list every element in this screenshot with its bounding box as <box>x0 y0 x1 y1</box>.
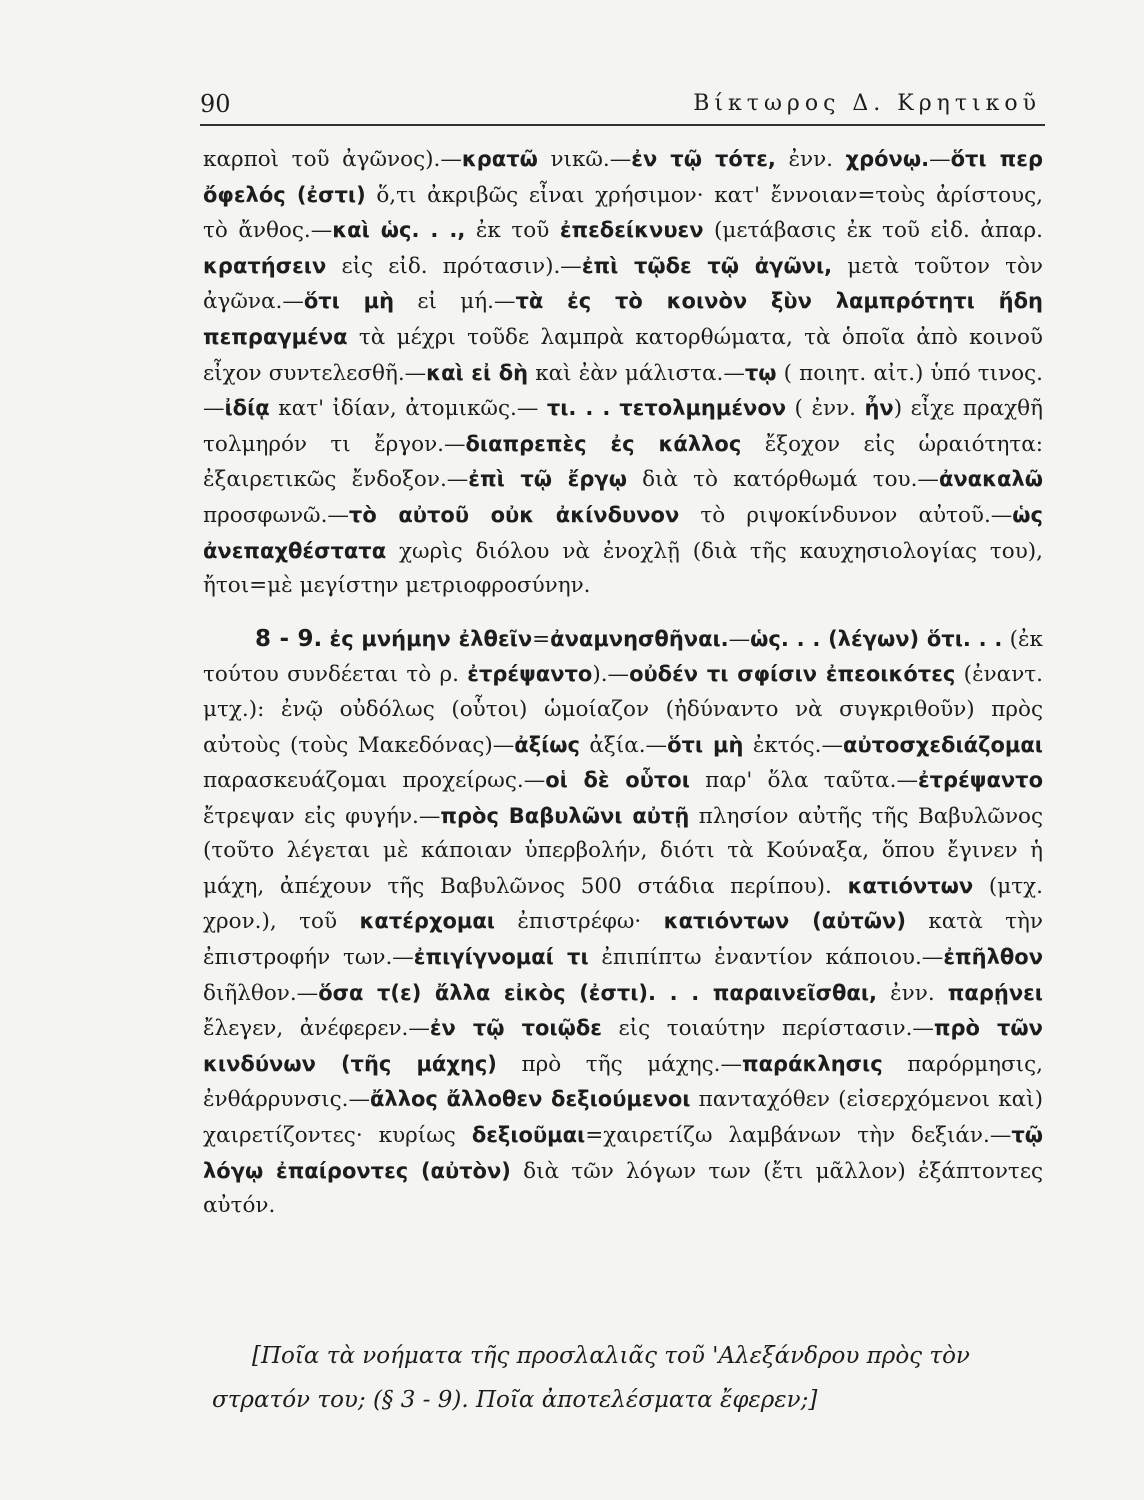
lemma-term: ἐπεδείκνυεν <box>559 218 704 243</box>
gloss-text: ἔλεγεν, ἀνέφερεν.— <box>203 1016 430 1042</box>
lemma-term: τῳ <box>744 360 777 385</box>
gloss-text: εἰς τοιαύτην περίστασιν.— <box>601 1016 934 1042</box>
lemma-term: αὐτοσχεδιάζομαι <box>843 732 1043 757</box>
lemma-term: κρατῶ <box>461 147 538 171</box>
lemma-term: κρατήσειν <box>203 253 327 278</box>
gloss-text: νικῶ.— <box>537 147 632 172</box>
gloss-text: — <box>728 626 751 652</box>
gloss-text: — <box>929 147 951 172</box>
lemma-term: ὡς. . . (λέγων) ὅτι. . . <box>750 626 1003 651</box>
gloss-text: ἐκ τοῦ <box>465 218 560 244</box>
gloss-text: τὰ μέχρι τοῦδε λαμπρὰ κατορθώματα, τὰ ὁποῖα ἀπὸ κοινοῦ εἶχον συντελεσθῆ.— <box>203 324 1043 386</box>
gloss-text: ἐπιστρέφω· <box>494 909 664 935</box>
lemma-term: ἀναμνησθῆναι. <box>550 626 729 651</box>
gloss-text: = <box>532 626 551 652</box>
lemma-term: ἐτρέψαντο <box>917 768 1044 793</box>
lemma-term: ἐπὶ τῷδε τῷ ἀγῶνι, <box>581 253 833 278</box>
lemma-term: χρόνῳ. <box>845 147 930 171</box>
gloss-text: καρποὶ τοῦ ἀγῶνος).— <box>203 147 462 172</box>
lemma-term: ἐπιγίγνομαί τι <box>413 945 589 970</box>
gloss-text: παρ' ὅλα ταῦτα.— <box>689 768 918 794</box>
lemma-term: ἐτρέψαντο <box>467 662 593 687</box>
lemma-term: ὡς ἀνεπαχθέστατα <box>203 502 1043 563</box>
gloss-text: εἰ μή.— <box>394 289 516 315</box>
lemma-term: πρὸ τῶν κινδύνων (τῆς μάχης) <box>203 1016 1043 1076</box>
lemma-term: καὶ ὡς. . ., <box>332 218 466 243</box>
gloss-text: ).— <box>592 662 630 688</box>
gloss-text: κατὰ τὴν ἐπιστροφήν των.— <box>203 909 1043 971</box>
gloss-text: παρόρμησις, ἐνθάρρυνσις.— <box>203 1051 1043 1113</box>
gloss-text: (ἐναντ. μτχ.): ἐνῷ οὐδόλως (οὗτοι) ὡμοίαζον (ἠδύναντο νὰ συγκριθοῦν) πρὸς αὐτοὺς (τοὺς Μακεδόνας)— <box>203 662 1043 758</box>
gloss-text: ἔτρεψαν εἰς φυγήν.— <box>203 803 441 829</box>
gloss-text: ( ποιητ. αἰτ.) ὑπό τινος.— <box>203 360 1043 422</box>
commentary-body <box>203 142 1043 1224</box>
gloss-text: πλησίον αὐτῆς τῆς Βαβυλῶνος (τοῦτο λέγεται μὲ κάποιαν ὑπερβολήν, διότι τὰ Κούναξα, ὅπου ἔγινεν ἡ μάχη, ἀπέχουν τῆς Βαβυλῶνος 500 στάδια περίπου). <box>203 803 1044 899</box>
lemma-term: ἐς μνήμην ἐλθεῖν <box>329 626 533 651</box>
lemma-term: καὶ εἰ δὴ <box>426 360 529 385</box>
lemma-term: ἐν τῷ τότε, <box>631 147 776 171</box>
gloss-text: μετὰ τοῦτον τὸν ἀγῶνα.— <box>203 253 1043 315</box>
gloss-text: ἐνν. <box>877 980 948 1006</box>
gloss-text: ὅ,τι ἀκριβῶς εἶναι χρήσιμον· κατ' ἔννοιαν=τοὺς ἀρίστους, τὸ ἄνθος.— <box>203 182 1044 244</box>
gloss-text: (μτχ. χρον.), τοῦ <box>203 873 1043 935</box>
lemma-term: οἱ δὲ οὗτοι <box>545 768 690 793</box>
lemma-term: κατιόντων <box>847 873 974 898</box>
page-header <box>200 72 1045 126</box>
lemma-term: τὸ αὐτοῦ οὐκ ἀκίνδυνον <box>348 502 680 527</box>
commentary-paragraph-2 <box>203 622 1043 1224</box>
lemma-term: ἀνακαλῶ <box>938 467 1043 492</box>
gloss-text: ἐνν. <box>775 147 846 172</box>
gloss-text: προσφωνῶ.— <box>203 502 349 528</box>
gloss-text: =χαιρετίζω λαμβάνων τὴν δεξιάν.— <box>585 1123 1012 1149</box>
lemma-term: ἐπῆλθον <box>943 945 1044 970</box>
lemma-term: ὅσα τ(ε) ἄλλα εἰκὸς (ἐστι). . . παραινεῖσθαι, <box>318 980 878 1005</box>
commentary-paragraph-1 <box>203 142 1043 604</box>
lemma-term: τι. . . τετολμημένον <box>546 396 787 421</box>
section-number: 8 - 9. <box>255 625 323 652</box>
gloss-text: καὶ ἐὰν μάλιστα.— <box>528 360 745 386</box>
gloss-text: εἰς εἰδ. πρότασιν).— <box>326 253 582 279</box>
gloss-text: πανταχόθεν (εἰσερχόμενοι καὶ) χαιρετίζοντες· κυρίως <box>203 1087 1043 1149</box>
gloss-text: διὰ τὸ κατόρθωμά του.— <box>626 467 939 493</box>
lemma-term: ἐν τῷ τοιῷδε <box>429 1016 602 1041</box>
gloss-text: ἔξοχον εἰς ὡραιότητα: ἐξαιρετικῶς ἔνδοξον.— <box>203 431 1043 493</box>
gloss-text: παρασκευάζομαι προχείρως.— <box>203 768 546 794</box>
lemma-term: ἀξίως <box>514 732 580 757</box>
gloss-text: χωρὶς διόλου νὰ ἐνοχλῇ (διὰ τῆς καυχησιολογίας του), ἤτοι=μὲ μεγίστην μετριοφροσύνην. <box>203 538 1043 599</box>
lemma-term: ὅτι περ ὄφελός (ἐστι) <box>203 147 1043 207</box>
lemma-term: ἄλλος ἄλλοθεν δεξιούμενοι <box>369 1087 691 1112</box>
gloss-text: ἀξία.— <box>579 732 668 758</box>
gloss-text: διὰ τῶν λόγων των (ἔτι μᾶλλον) ἐξάπτοντες αὐτόν. <box>203 1158 1043 1219</box>
lemma-term: ἐπὶ τῷ ἔργῳ <box>468 467 627 492</box>
lemma-term: ὅτι μὴ <box>303 289 395 314</box>
lemma-term: παράκλησις <box>742 1051 883 1076</box>
gloss-text: ( ἐνν. <box>786 396 865 422</box>
gloss-text: (μετάβασις ἐκ τοῦ εἰδ. ἀπαρ. <box>703 218 1043 244</box>
gloss-text: (ἐκ τούτου συνδέεται τὸ ρ. <box>203 626 1043 688</box>
lemma-term: πρὸς Βαβυλῶνι αὐτῇ <box>440 803 690 828</box>
page-number: 90 <box>200 90 231 118</box>
lemma-term: δεξιοῦμαι <box>471 1123 586 1148</box>
lemma-term: διαπρεπὲς ἐς κάλλος <box>465 431 742 456</box>
running-head: Βίκτωρος Δ. Κρητικοῦ <box>693 91 1041 116</box>
lemma-term: οὐδέν τι σφίσιν ἐπεοικότες <box>629 662 956 687</box>
lemma-term: τὰ ἐς τὸ κοινὸν ξὺν λαμπρότητι ἤδη πεπραγμένα <box>203 289 1043 349</box>
gloss-text: διῆλθον.— <box>203 980 319 1006</box>
study-questions: [Ποῖα τὰ νοήματα τῆς προσλαλιᾶς τοῦ 'Αλεξάνδρου πρὸς τὸν στρατόν του; (§ 3 - 9). Ποῖα ἀποτελέσματα ἔφερεν;] <box>212 1343 970 1413</box>
lemma-term: ἦν <box>864 396 894 421</box>
gloss-text: ἐκτός.— <box>743 732 844 758</box>
lemma-term: ὅτι μὴ <box>667 732 744 757</box>
lemma-term: κατιόντων (αὐτῶν) <box>663 909 906 934</box>
lemma-term: παρῄνει <box>947 980 1043 1005</box>
gloss-text: ἐπιπίπτω ἐναντίον κάποιου.— <box>588 945 944 971</box>
gloss-text: ) εἶχε πραχθῆ τολμηρόν τι ἔργον.— <box>203 396 1043 457</box>
gloss-text: τὸ ριψοκίνδυνον αὐτοῦ.— <box>679 502 1013 528</box>
gloss-text: πρὸ τῆς μάχης.— <box>496 1051 743 1077</box>
lemma-term: τῷ λόγῳ ἐπαίροντες (αὐτὸν) <box>203 1123 1043 1183</box>
lemma-term: ἰδίᾳ <box>224 396 270 421</box>
gloss-text: κατ' ἰδίαν, ἀτομικῶς.— <box>269 396 547 422</box>
lemma-term: κατέρχομαι <box>359 909 495 934</box>
